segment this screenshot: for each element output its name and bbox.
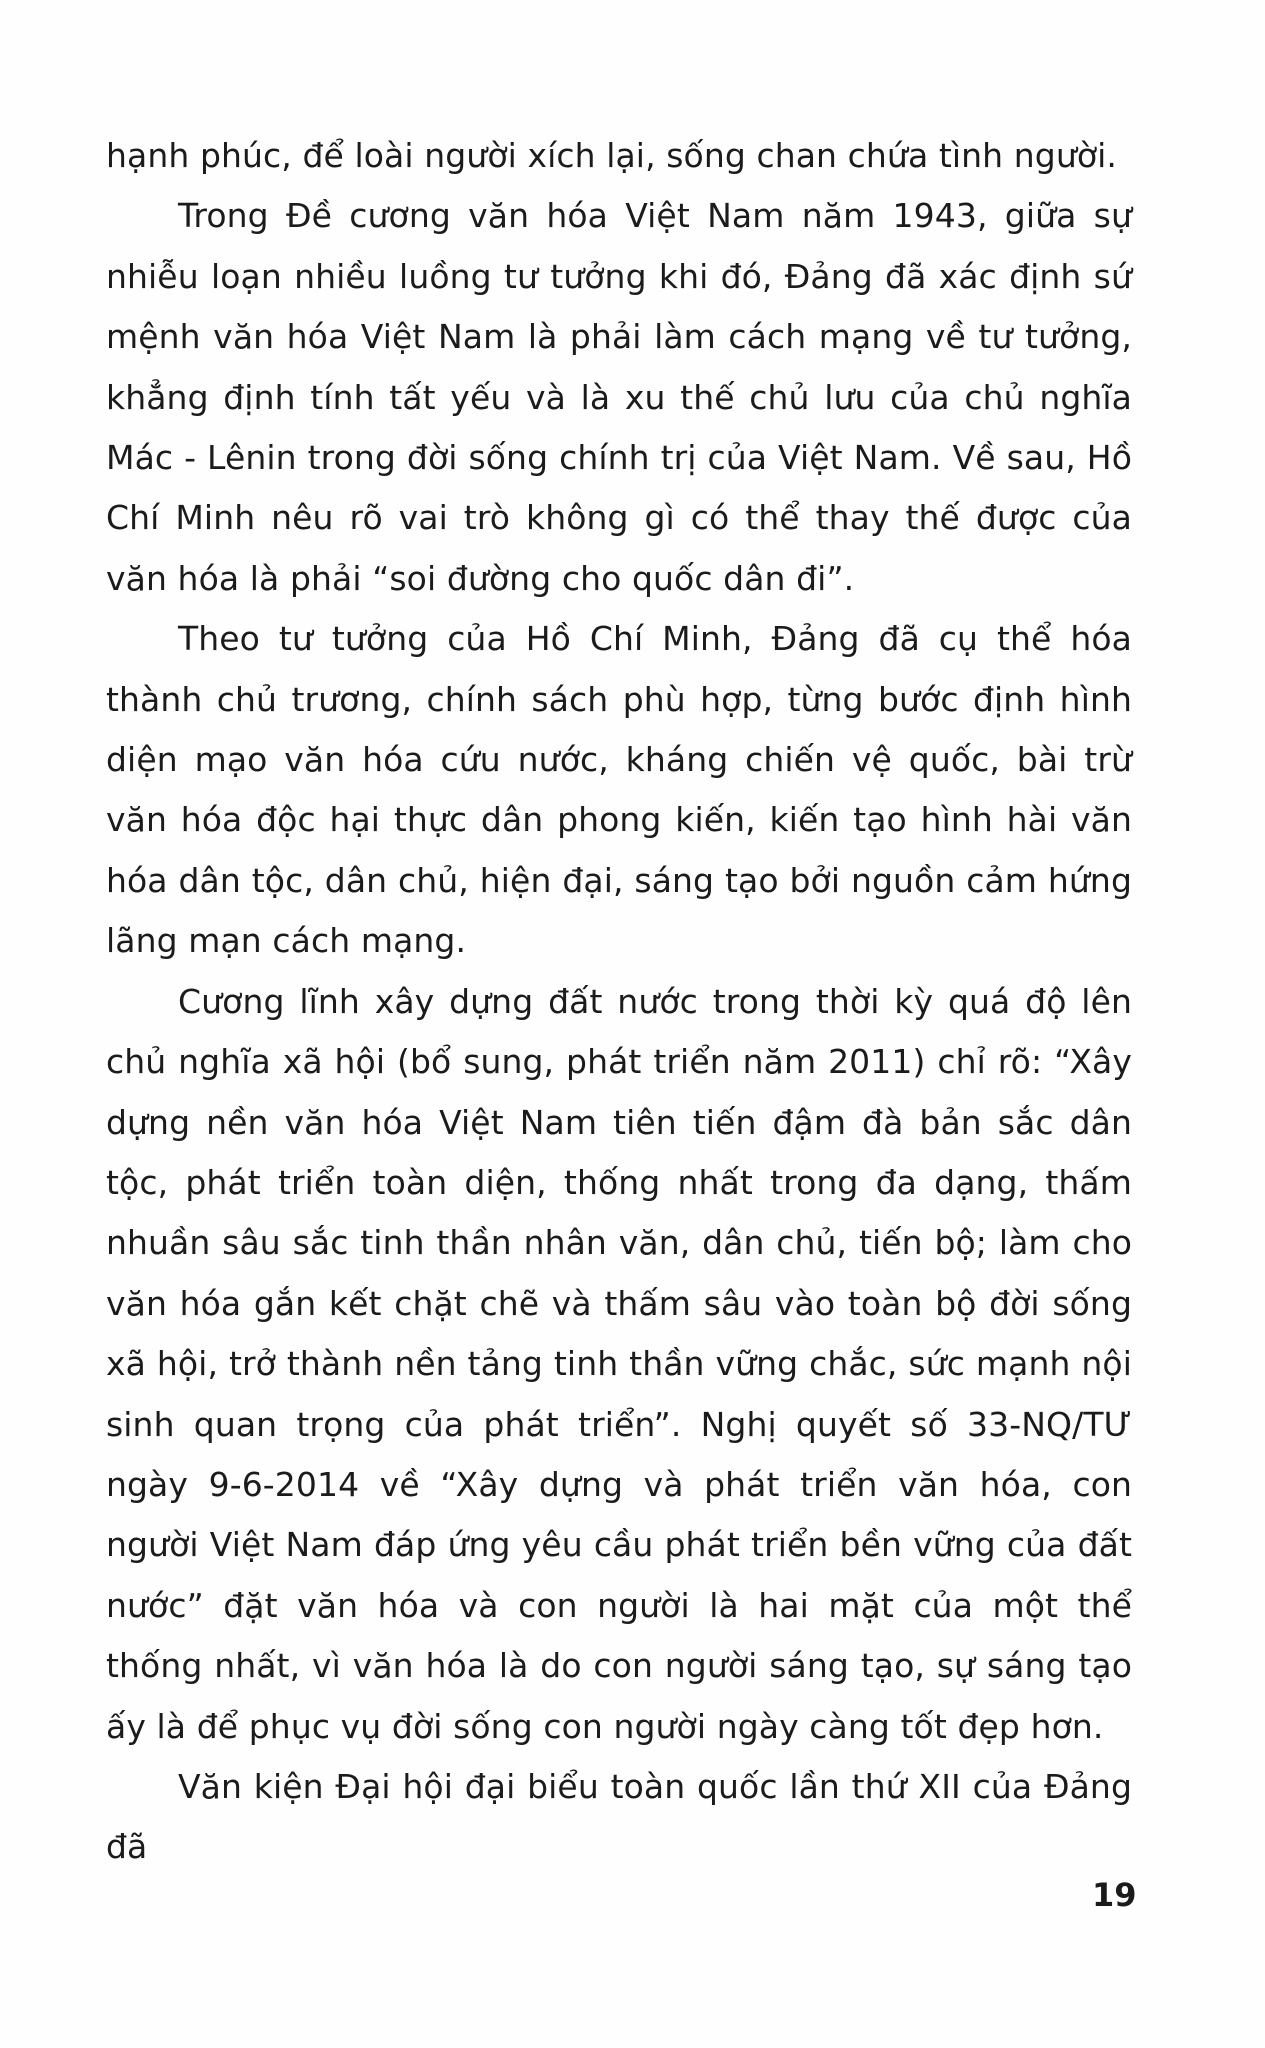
page-number: 19: [1092, 1876, 1137, 1914]
paragraph-van-kien-dai-hoi: Văn kiện Đại hội đại biểu toàn quốc lần thứ XII của Đảng đã: [106, 1766, 1132, 1867]
paragraph-tu-tuong-ho-chi-minh: Theo tư tưởng của Hồ Chí Minh, Đảng đã cụ thể hóa thành chủ trương, chính sách phù hợp, từng bước định hình diện mạo văn hóa cứu nước, kháng chiến vệ quốc, bài trừ văn hóa độc hại thực dân phong kiến, kiến tạo hình hài văn hóa dân tộc, dân chủ, hiện đại, sáng tạo bởi nguồn cảm hứng lãng mạn cách mạng.: [106, 619, 1132, 961]
paragraph-cuong-linh: Cương lĩnh xây dựng đất nước trong thời kỳ quá độ lên chủ nghĩa xã hội (bổ sung, phát triển năm 2011) chỉ rõ: “Xây dựng nền văn hóa Việt Nam tiên tiến đậm đà bản sắc dân tộc, phát triển toàn diện, thống nhất trong đa dạng, thấm nhuần sâu sắc tinh thần nhân văn, dân chủ, tiến bộ; làm cho văn hóa gắn kết chặt chẽ và thấm sâu vào toàn bộ đời sống xã hội, trở thành nền tảng tinh thần vững chắc, sức mạnh nội sinh quan trọng của phát triển”. Nghị quyết số 33-NQ/TƯ ngày 9-6-2014 về “Xây dựng và phát triển văn hóa, con người Việt Nam đáp ứng yêu cầu phát triển bền vững của đất nước” đặt văn hóa và con người là hai mặt của một thể thống nhất, vì văn hóa là do con người sáng tạo, sự sáng tạo ấy là để phục vụ đời sống con người ngày càng tốt đẹp hơn.: [106, 981, 1132, 1746]
body-text: [106, 126, 1132, 1878]
paragraph-continued: hạnh phúc, để loài người xích lại, sống chan chứa tình người.: [106, 136, 1118, 175]
paragraph-de-cuong-van-hoa: Trong Đề cương văn hóa Việt Nam năm 1943, giữa sự nhiễu loạn nhiều luồng tư tưởng khi đó, Đảng đã xác định sứ mệnh văn hóa Việt Nam là phải làm cách mạng về tư tưởng, khẳng định tính tất yếu và là xu thế chủ lưu của chủ nghĩa Mác - Lênin trong đời sống chính trị của Việt Nam. Về sau, Hồ Chí Minh nêu rõ vai trò không gì có thể thay thế được của văn hóa là phải “soi đường cho quốc dân đi”.: [106, 196, 1132, 598]
